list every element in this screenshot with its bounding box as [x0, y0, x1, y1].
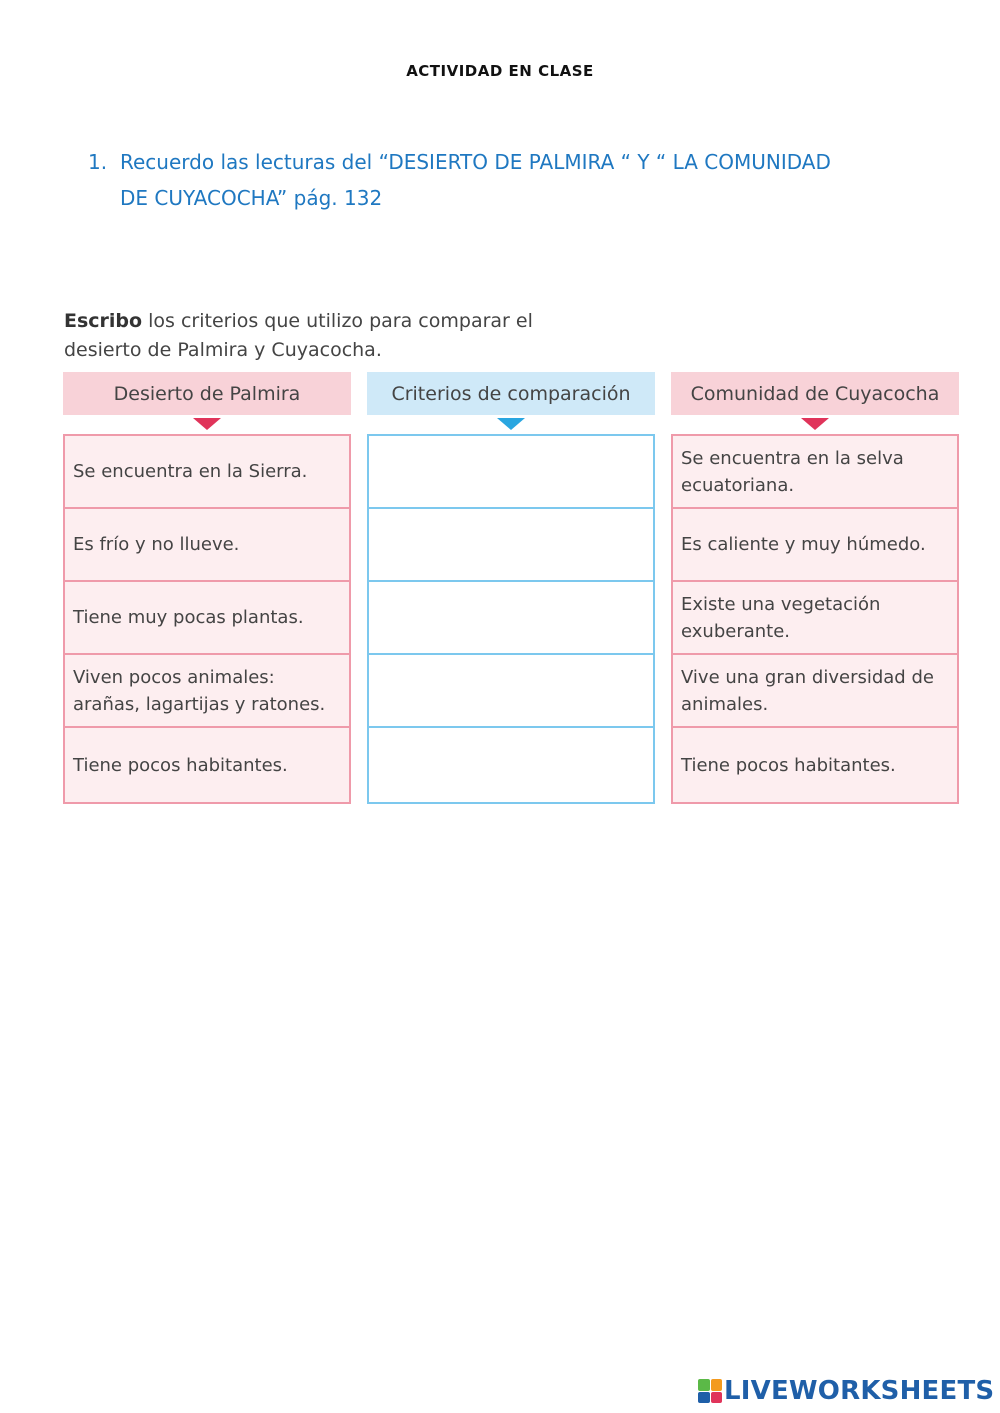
column-header-cuyacocha: Comunidad de Cuyacocha — [671, 372, 959, 415]
instruction-text: los criterios que utilizo para comparar el desierto de Palmira y Cuyacocha. — [64, 310, 533, 361]
palmira-cell: Se encuentra en la Sierra. — [65, 436, 349, 509]
logo-text: LIVEWORKSHEETS — [724, 1376, 995, 1406]
criterios-cells — [367, 434, 655, 804]
cuyacocha-cell: Existe una vegetación exuberante. — [673, 582, 957, 655]
column-desierto-palmira — [63, 372, 351, 804]
cuyacocha-cells — [671, 434, 959, 804]
down-arrow-icon — [801, 418, 829, 430]
palmira-cell: Tiene muy pocas plantas. — [65, 582, 349, 655]
column-header-palmira: Desierto de Palmira — [63, 372, 351, 415]
cuyacocha-cell: Tiene pocos habitantes. — [681, 754, 896, 776]
cuyacocha-cell: Es caliente y muy húmedo. — [673, 509, 957, 582]
liveworksheets-logo-icon — [698, 1379, 722, 1403]
question-text: Recuerdo las lecturas del “DESIERTO DE PALMIRA “ Y “ LA COMUNIDAD DE CUYACOCHA” pág. 132 — [120, 150, 831, 210]
column-criterios — [367, 372, 655, 804]
instruction-bold: Escribo — [64, 310, 143, 332]
liveworksheets-logo — [698, 1376, 994, 1406]
question-1 — [88, 144, 848, 216]
palmira-cell: Tiene pocos habitantes. — [73, 754, 288, 776]
question-number: 1. — [88, 150, 108, 174]
column-comunidad-cuyacocha — [671, 372, 959, 804]
palmira-cell: Es frío y no llueve. — [65, 509, 349, 582]
criterio-answer-field[interactable] — [369, 509, 653, 582]
criterio-answer-field[interactable] — [369, 436, 653, 509]
page-title: ACTIVIDAD EN CLASE — [406, 62, 594, 80]
criterio-answer-field[interactable] — [369, 655, 653, 728]
criterio-answer-field[interactable] — [369, 728, 653, 802]
palmira-cells — [63, 434, 351, 804]
cuyacocha-cell: Vive una gran diversidad de animales. — [673, 655, 957, 728]
cuyacocha-cell: Se encuentra en la selva ecuatoriana. — [673, 436, 957, 509]
instruction — [64, 307, 584, 365]
criterio-answer-field[interactable] — [369, 582, 653, 655]
column-header-criterios: Criterios de comparación — [367, 372, 655, 415]
down-arrow-icon — [193, 418, 221, 430]
down-arrow-icon — [497, 418, 525, 430]
palmira-cell: Viven pocos animales: arañas, lagartijas y ratones. — [65, 655, 349, 728]
